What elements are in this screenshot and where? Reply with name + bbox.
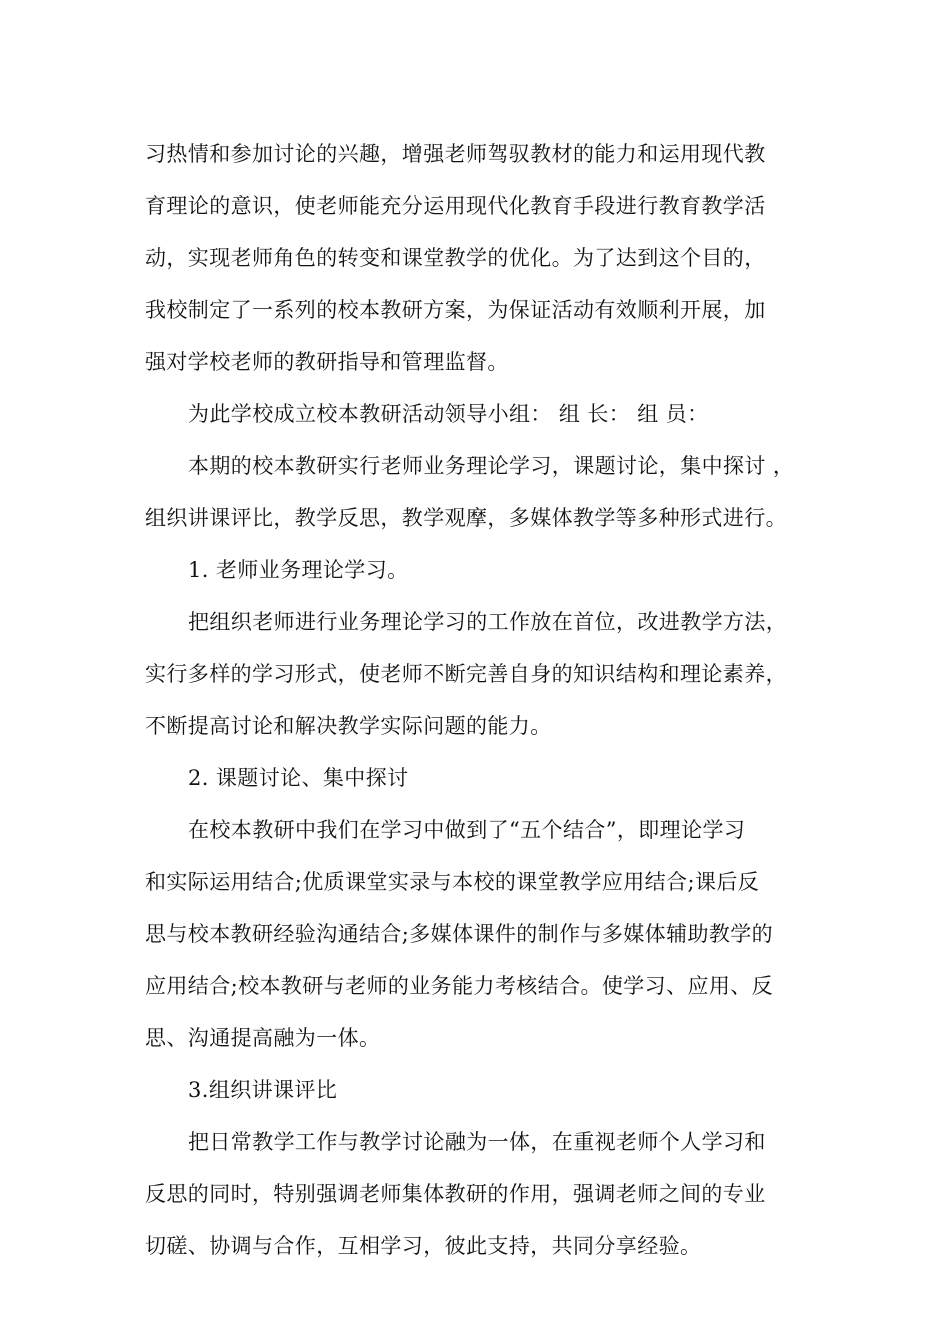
text-line: 把组织老师进行业务理论学习的工作放在首位，改进教学方法，	[188, 610, 788, 634]
text-line: 在校本教研中我们在学习中做到了“五个结合”，即理论学习	[188, 818, 746, 842]
text-line: 思与校本教研经验沟通结合;多媒体课件的制作与多媒体辅助教学的	[145, 922, 774, 946]
text-line: 动，实现老师角色的转变和课堂教学的优化。为了达到这个目的，	[145, 246, 766, 270]
text-line: 把日常教学工作与教学讨论融为一体，在重视老师个人学习和	[188, 1130, 766, 1154]
section-heading-3: 3.组织讲课评比	[188, 1078, 338, 1102]
text-line: 习热情和参加讨论的兴趣，增强老师驾驭教材的能力和运用现代教	[145, 142, 766, 166]
leadership-group-line: 为此学校成立校本教研活动领导小组： 组 长： 组 员：	[188, 402, 709, 426]
text-line: 思、沟通提高融为一体。	[145, 1026, 381, 1050]
text-line: 应用结合;校本教研与老师的业务能力考核结合。使学习、应用、反	[145, 974, 774, 998]
section-heading-1: 1. 老师业务理论学习。	[188, 558, 409, 582]
text-line: 本期的校本教研实行老师业务理论学习，课题讨论，集中探讨 ，	[188, 454, 795, 478]
text-line: 强对学校老师的教研指导和管理监督。	[145, 350, 509, 374]
text-line: 反思的同时，特别强调老师集体教研的作用，强调老师之间的专业	[145, 1182, 766, 1206]
section-heading-2: 2. 课题讨论、集中探讨	[188, 766, 409, 790]
text-line: 组织讲课评比，教学反思，教学观摩，多媒体教学等多种形式进行。	[145, 506, 787, 530]
text-line: 我校制定了一系列的校本教研方案，为保证活动有效顺利开展，加	[145, 298, 766, 322]
text-line: 和实际运用结合;优质课堂实录与本校的课堂教学应用结合;课后反	[145, 870, 760, 894]
text-line: 育理论的意识，使老师能充分运用现代化教育手段进行教育教学活	[145, 194, 766, 218]
text-line: 实行多样的学习形式，使老师不断完善自身的知识结构和理论素养，	[145, 662, 787, 686]
text-line: 不断提高讨论和解决教学实际问题的能力。	[145, 714, 552, 738]
text-line: 切磋、协调与合作，互相学习，彼此支持，共同分享经验。	[145, 1234, 702, 1258]
